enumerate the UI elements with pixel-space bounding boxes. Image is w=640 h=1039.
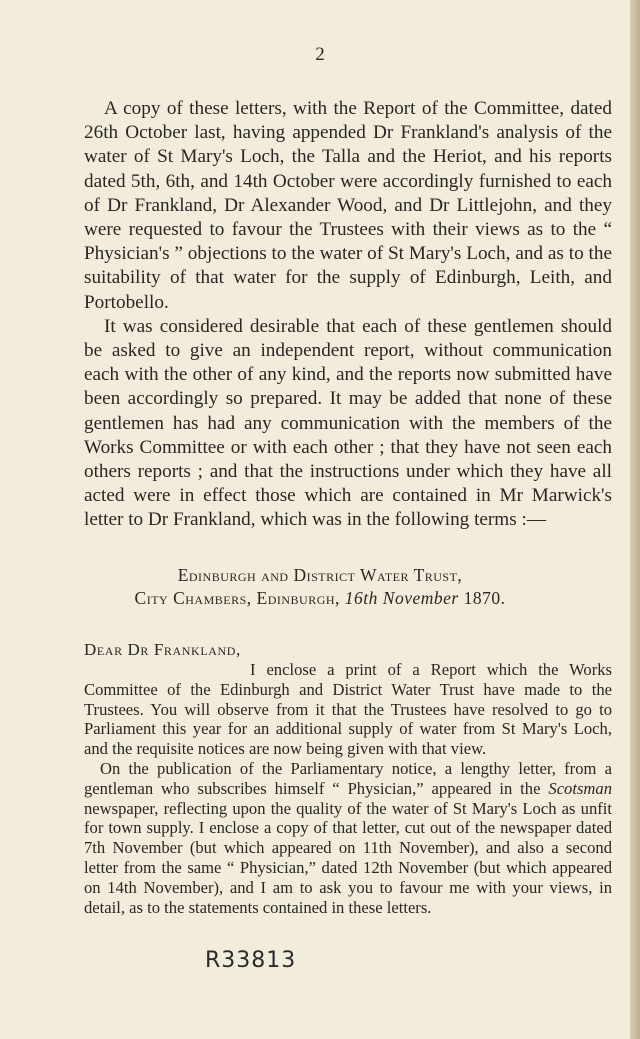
letter-paragraph-physician: On the publication of the Parliamentary notice, a lengthy letter, from a gentleman who subscribes himself “ Physician,” appeared in the Scotsman newspaper, reflecting upon the quality of the water of St Mary's Loch as unfit for town supply. I enclose a copy of that letter, cut out of the newspaper dated 7th November (but which appeared on 11th November), and also a second letter from the same “ Physician,” dated 12th November (but which appeared on 14th November), and I am to ask you to favour me with your views, in detail, as to the statements contained in these letters.	[84, 758, 612, 917]
report-body	[84, 97, 612, 533]
paragraph-independent-report: It was considered desirable that each of these gentlemen should be asked to give an independent report, without communication each with the other of any kind, and the reports now submitted have been accordingly so prepared. It may be added that none of these gentlemen has had any communication with the members of the Works Committee or with each other ; that they have not seen each others reports ; and that the instructions under which they have all acted were in effect those which are contained in Mr Marwick's letter to Dr Frankland, which was in the following terms :—	[84, 315, 612, 531]
letter-date: 16th November	[344, 588, 459, 608]
letter-address: City Chambers, Edinburgh,	[134, 588, 340, 608]
letter-heading-address	[0, 588, 640, 609]
handwritten-shelfmark: R33813	[205, 948, 297, 973]
letter-heading-trust: Edinburgh and District Water Trust,	[177, 565, 463, 585]
page-number: 2	[315, 44, 325, 65]
page-edge-shadow	[630, 0, 640, 1039]
letter-year: 1870.	[463, 588, 506, 608]
paragraph-copy-of-letters: A copy of these letters, with the Report of the Committee, dated 26th October last, having appended Dr Frankland's analysis of the water of St Mary's Loch, the Talla and the Heriot, and his reports dated 5th, 6th, and 14th October were accordingly furnished to each of Dr Frankland, Dr Alexander Wood, and Dr Littlejohn, and they were requested to favour the Trustees with their views as to the “ Physician's ” objections to the water of St Mary's Loch, and as to the suitability of that water for the supply of Edinburgh, Leith, and Portobello.	[84, 98, 612, 313]
letter-salutation: Dear Dr Frankland,	[84, 640, 241, 659]
letter-paragraph-enclosure: I enclose a print of a Report which the Works Committee of the Edinburgh and District Water Trust have made to the Trustees. You will observe from it that the Trustees have resolved to go to Parliament this year for an additional supply of water from St Mary's Loch, and the requisite notices are now being given with that view.	[84, 660, 612, 759]
letter-body	[84, 660, 612, 917]
